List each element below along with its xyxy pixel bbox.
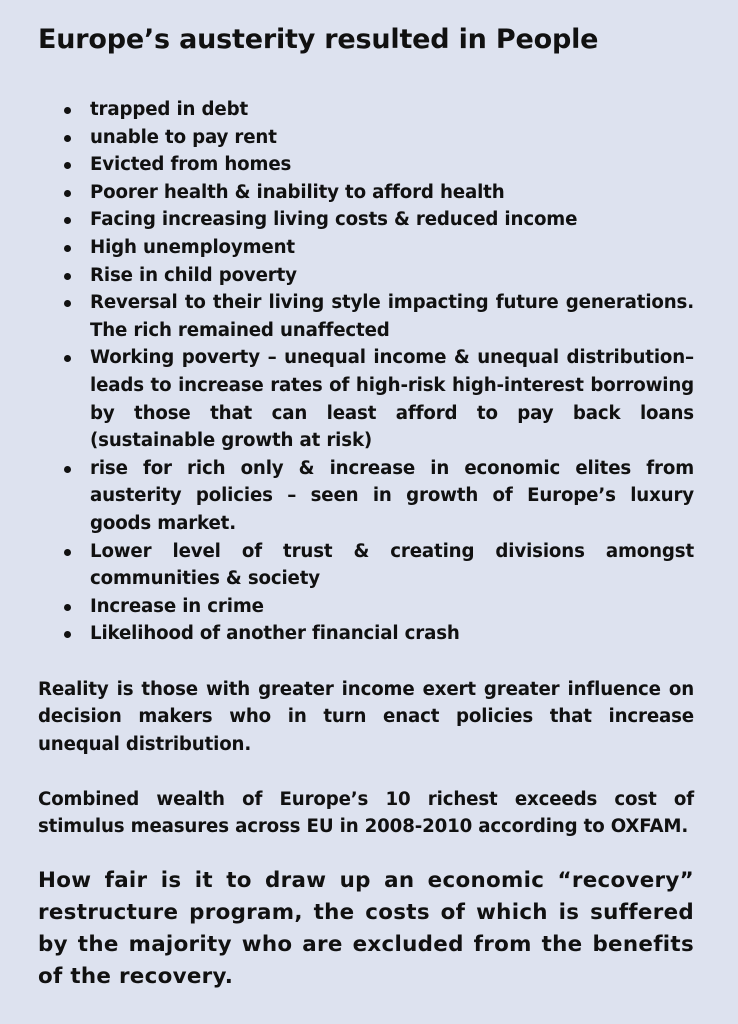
list-item: trapped in debt [64,96,694,124]
list-item: Working poverty – unequal income & unequal distribution– leads to increase rates of high-risk high-interest borrowing by those that can least afford to pay back loans (sustainable growth at risk) [64,344,694,454]
list-item: Likelihood of another financial crash [64,620,694,648]
reality-paragraph: Reality is those with greater income exert greater influence on decision makers who in turn enact policies that increase unequal distribution. [38,678,694,756]
oxfam-paragraph: Combined wealth of Europe’s 10 richest exceeds cost of stimulus measures across EU in 2008-2010 according to OXFAM. [38,788,694,838]
list-item: unable to pay rent [64,124,694,152]
list-item: High unemployment [64,234,694,262]
list-item: Facing increasing living costs & reduced income [64,206,694,234]
closing-question: How fair is it to draw up an economic “recovery” restructure program, the costs of which is suffered by the majority who are excluded from the benefits of the recovery. [38,867,694,989]
list-item: Increase in crime [64,593,694,621]
document-page [38,22,694,993]
list-item: Rise in child poverty [64,262,694,290]
list-item: Reversal to their living style impacting future generations. The rich remained unaffected [64,289,694,344]
page-title: Europe’s austerity resulted in People [38,24,599,55]
bullet-list [38,96,694,648]
list-item: Poorer health & inability to afford health [64,179,694,207]
list-item: Lower level of trust & creating divisions amongst communities & society [64,538,694,593]
list-item: Evicted from homes [64,151,694,179]
list-item: rise for rich only & increase in economic elites from austerity policies – seen in growth of Europe’s luxury goods market. [64,455,694,538]
